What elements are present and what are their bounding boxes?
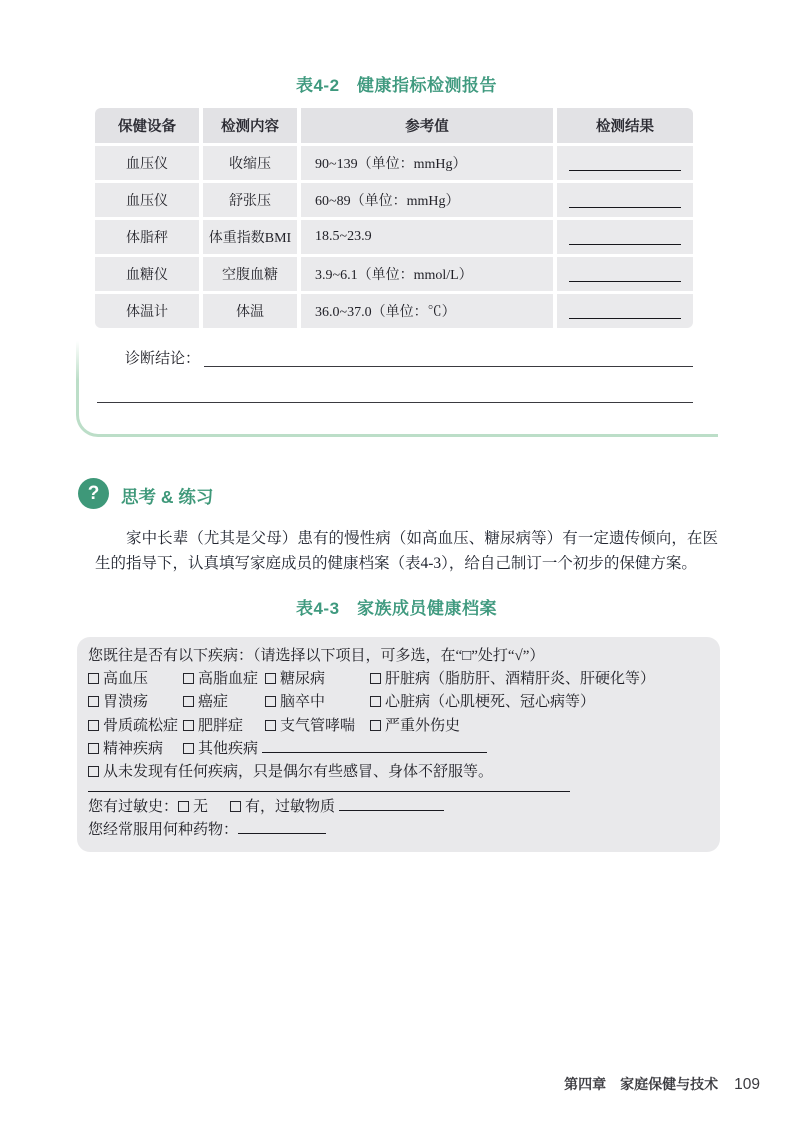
checkbox[interactable] — [230, 801, 241, 812]
disease-label: 从未发现有任何疾病，只是偶尔有些感冒、身体不舒服等。 — [103, 764, 494, 781]
t42-header-ref: 参考值 — [301, 108, 553, 143]
disease-label: 脑卒中 — [280, 694, 326, 711]
result-blank[interactable] — [569, 244, 681, 245]
t42-cell-ref: 36.0~37.0（单位：℃） — [301, 294, 553, 328]
chapter-title: 第四章 家庭保健与技术 — [564, 1076, 719, 1092]
disease-option — [183, 668, 265, 691]
checkbox[interactable] — [183, 743, 194, 754]
checkbox[interactable] — [178, 801, 189, 812]
diagnosis-blank-line-2[interactable] — [97, 386, 693, 403]
diagnosis-row — [125, 349, 693, 370]
disease-option — [183, 738, 708, 761]
other-disease-row — [88, 738, 708, 761]
t42-cell-item: 收缩压 — [203, 146, 297, 180]
t42-cell-device: 血压仪 — [95, 183, 199, 217]
allergy-yes-label: 有，过敏物质 — [245, 799, 336, 816]
t42-header-item: 检测内容 — [203, 108, 297, 143]
disease-label: 癌症 — [198, 694, 229, 711]
t42-cell-item: 体重指数BMI — [203, 220, 297, 254]
disease-option — [183, 691, 265, 714]
checkbox[interactable] — [370, 696, 381, 707]
diagnosis-label: 诊断结论： — [125, 351, 201, 367]
form-intro: 您既往是否有以下疾病：（请选择以下项目，可多选，在“□”处打“√”） — [88, 648, 545, 664]
t42-cell-result — [557, 183, 693, 217]
checkbox[interactable] — [370, 720, 381, 731]
other-disease-blank[interactable] — [262, 739, 487, 753]
family-health-form — [77, 637, 720, 852]
checkbox[interactable] — [88, 696, 99, 707]
checkbox[interactable] — [265, 696, 276, 707]
t42-cell-item: 舒张压 — [203, 183, 297, 217]
page-footer — [564, 1074, 760, 1094]
disease-label: 高血压 — [103, 671, 149, 688]
table-4-2-title: 表4-2 健康指标检测报告 — [295, 76, 498, 95]
disease-option — [183, 715, 265, 738]
disease-option — [370, 715, 708, 738]
t42-cell-result — [557, 220, 693, 254]
no-disease-option — [88, 761, 708, 784]
disease-option — [88, 738, 183, 761]
checkbox[interactable] — [183, 673, 194, 684]
question-mark-icon: ? — [78, 478, 109, 509]
checkbox[interactable] — [88, 673, 99, 684]
table-4-3-title: 表4-3 家族成员健康档案 — [295, 599, 498, 618]
exercise-section-heading: 思考 & 练习 — [121, 487, 214, 507]
checkbox[interactable] — [88, 720, 99, 731]
checkbox[interactable] — [265, 673, 276, 684]
t42-cell-result — [557, 294, 693, 328]
medication-row — [88, 819, 708, 842]
free-write-blank-line[interactable] — [88, 791, 570, 792]
checkbox[interactable] — [370, 673, 381, 684]
disease-label: 肝脏病（脂肪肝、酒精肝炎、肝硬化等） — [385, 671, 656, 688]
t42-cell-device: 血压仪 — [95, 146, 199, 180]
result-blank[interactable] — [569, 170, 681, 171]
t42-cell-ref: 90~139（单位：mmHg） — [301, 146, 553, 180]
disease-options-grid — [88, 668, 708, 738]
checkbox[interactable] — [265, 720, 276, 731]
medication-label: 您经常服用何种药物： — [88, 822, 239, 839]
disease-label: 胃溃疡 — [103, 694, 149, 711]
t42-cell-item: 体温 — [203, 294, 297, 328]
t42-cell-item: 空腹血糖 — [203, 257, 297, 291]
disease-option — [370, 691, 708, 714]
allergy-row — [88, 796, 708, 819]
allergy-label: 您有过敏史： — [88, 799, 179, 816]
t42-cell-ref: 18.5~23.9 — [301, 220, 553, 254]
t42-header-device: 保健设备 — [95, 108, 199, 143]
decorative-green-frame — [76, 330, 718, 437]
t42-cell-device: 体温计 — [95, 294, 199, 328]
disease-option — [370, 668, 708, 691]
disease-option — [265, 715, 370, 738]
disease-option — [88, 668, 183, 691]
disease-label: 高脂血症 — [198, 671, 259, 688]
t42-cell-result — [557, 257, 693, 291]
checkbox[interactable] — [183, 720, 194, 731]
disease-option — [265, 668, 370, 691]
disease-option — [265, 691, 370, 714]
allergy-substance-blank[interactable] — [339, 797, 444, 811]
t42-cell-device: 体脂秤 — [95, 220, 199, 254]
exercise-paragraph: 家中长辈（尤其是父母）患有的慢性病（如高血压、糖尿病等）有一定遗传倾向，在医生的指导下，认真填写家庭成员的健康档案（表4-3），给自己制订一个初步的保健方案。 — [95, 530, 718, 572]
t42-cell-ref: 60~89（单位：mmHg） — [301, 183, 553, 217]
disease-label: 骨质疏松症 — [103, 717, 179, 734]
disease-label: 其他疾病 — [198, 740, 259, 757]
checkbox[interactable] — [88, 766, 99, 777]
disease-option — [88, 715, 183, 738]
disease-label: 严重外伤史 — [385, 717, 461, 734]
t42-header-result: 检测结果 — [557, 108, 693, 143]
checkbox[interactable] — [88, 743, 99, 754]
t42-cell-device: 血糖仪 — [95, 257, 199, 291]
result-blank[interactable] — [569, 281, 681, 282]
disease-label: 精神疾病 — [103, 740, 164, 757]
page-number: 109 — [734, 1076, 760, 1093]
t42-cell-result — [557, 146, 693, 180]
medication-blank[interactable] — [238, 820, 326, 834]
result-blank[interactable] — [569, 318, 681, 319]
disease-label: 支气管哮喘 — [280, 717, 356, 734]
disease-label: 肥胖症 — [198, 717, 244, 734]
result-blank[interactable] — [569, 207, 681, 208]
disease-option — [88, 691, 183, 714]
t42-cell-ref: 3.9~6.1（单位：mmol/L） — [301, 257, 553, 291]
checkbox[interactable] — [183, 696, 194, 707]
allergy-no-label: 无 — [193, 799, 209, 816]
disease-label: 糖尿病 — [280, 671, 326, 688]
health-indicator-table — [95, 108, 693, 328]
diagnosis-blank-line[interactable] — [204, 366, 693, 367]
disease-label: 心脏病（心肌梗死、冠心病等） — [385, 694, 596, 711]
frame-fade-overlay — [73, 328, 82, 380]
